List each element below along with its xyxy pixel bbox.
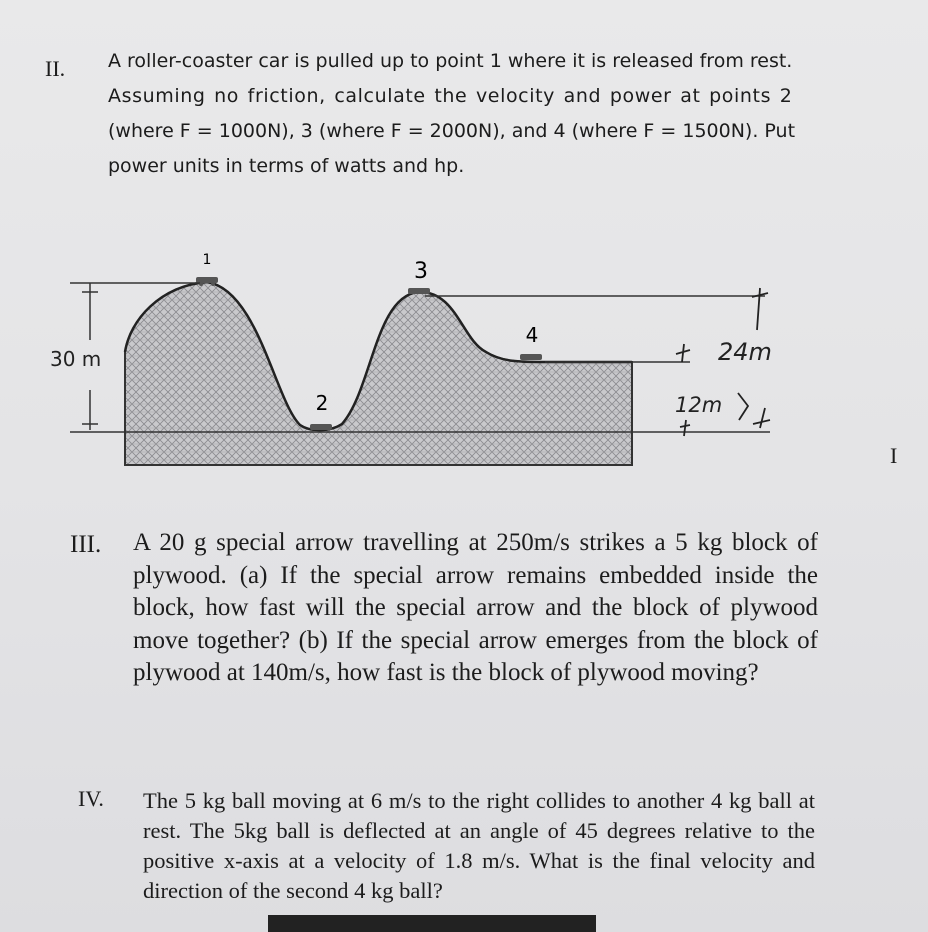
- problem-3-number: III.: [70, 531, 102, 558]
- handwritten-12m-label: 12m: [675, 393, 723, 417]
- problem-2-line: (where F = 1000N), 3 (where F = 2000N), and 4 (where F = 1500N). Put: [108, 120, 796, 142]
- point-4-label: 4: [525, 323, 539, 347]
- problem-4-number: IV.: [78, 786, 104, 811]
- car-point-3: [408, 288, 430, 294]
- car-point-4: [520, 354, 542, 360]
- point-2-label: 2: [315, 391, 329, 415]
- problem-2-line: Assuming no friction, calculate the velocity and power at points 2: [108, 85, 793, 107]
- bottom-dark-bar: [268, 915, 596, 932]
- car-point-2: [310, 424, 332, 430]
- text-cursor-icon: I: [890, 443, 898, 468]
- problem-2-number: II.: [45, 56, 66, 81]
- problem-3-text: A 20 g special arrow travelling at 250m/s strikes a 5 kg block of plywood. (a) If the special arrow remains embedded inside the block, how fast will the special arrow and the block of plywood move together? (b) If the special arrow emerges from the block of plywood at 140m/s, how fast is the block of plywood moving?: [133, 529, 818, 686]
- problem-2-line: A roller-coaster car is pulled up to point 1 where it is released from rest.: [108, 50, 793, 72]
- handwritten-24m-label: 24m: [718, 338, 772, 366]
- point-1-label: 1: [202, 252, 212, 268]
- height-30m-label: 30 m: [50, 347, 102, 371]
- problem-4-text: The 5 kg ball moving at 6 m/s to the right collides to another 4 kg ball at rest. The 5kg ball is deflected at an angle of 45 degrees relative to the positive x-axis at a velocity of 1.8 m/s. What is the final velocity and direction of the second 4 kg ball?: [143, 788, 815, 903]
- problem-2-line: power units in terms of watts and hp.: [108, 155, 465, 177]
- track-terrain: [125, 282, 632, 465]
- point-3-label: 3: [414, 259, 428, 284]
